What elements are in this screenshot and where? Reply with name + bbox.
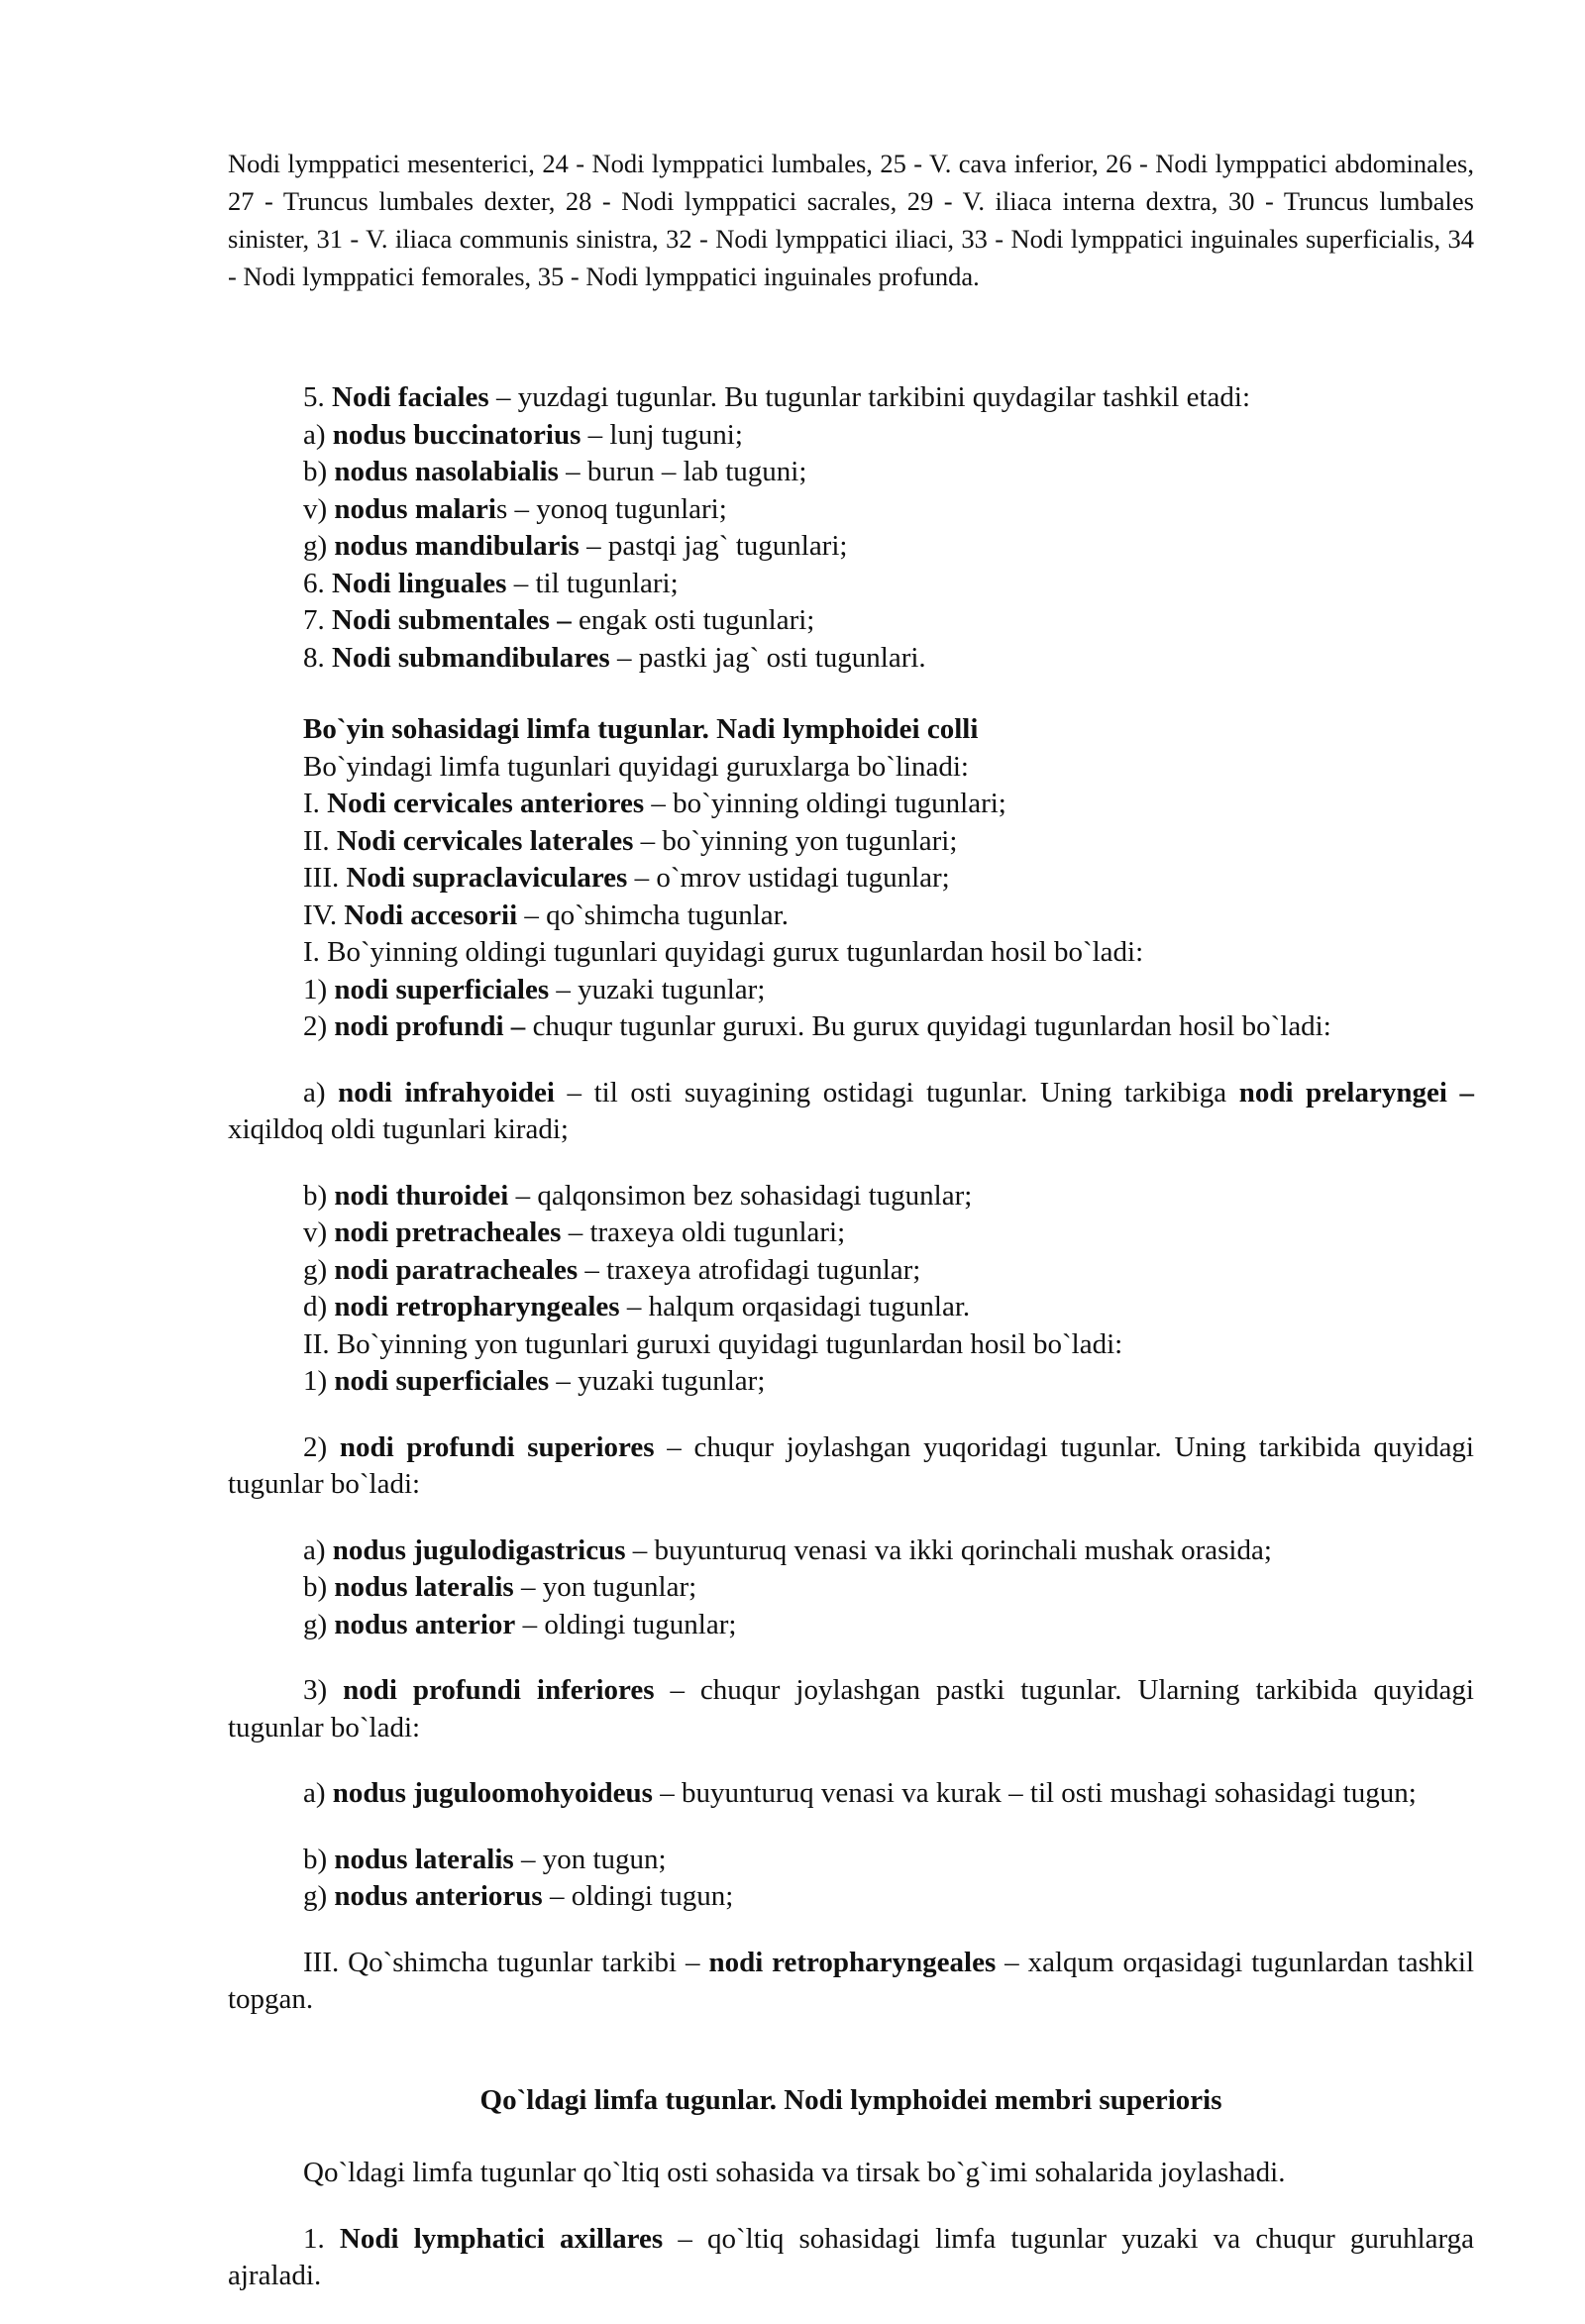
section-heading-arm: Qo`ldagi limfa tugunlar. Nodi lymphoidei membri superioris bbox=[479, 2083, 1222, 2116]
list-item: b) nodus lateralis – yon tugunlar; bbox=[303, 1571, 697, 1603]
list-item: 6. Nodi linguales – til tugunlari; bbox=[303, 567, 679, 599]
list-item: Bo`yindagi limfa tugunlari quyidagi guruxlarga bo`linadi: bbox=[303, 750, 969, 783]
list-item: III. Nodi supraclaviculares – o`mrov ustidagi tugunlar; bbox=[303, 862, 950, 894]
paragraph-profundi-inferiores: 3) nodi profundi inferiores – chuqur joylashgan pastki tugunlar. Ularning tarkibida quyidagi tugunlar bo`ladi: bbox=[228, 1674, 1474, 1743]
list-item: 1) nodi superficiales – yuzaki tugunlar; bbox=[303, 1365, 766, 1397]
list-item: v) nodi pretracheales – traxeya oldi tugunlari; bbox=[303, 1216, 846, 1248]
paragraph-axillary-nodes: 1. Nodi lymphatici axillares – qo`ltiq sohasidagi limfa tugunlar yuzaki va chuqur guruhlarga ajraladi. bbox=[228, 2222, 1475, 2291]
neck-nodes-list bbox=[228, 749, 1474, 2019]
facial-nodes-list bbox=[228, 379, 1474, 677]
list-item: 5. Nodi faciales – yuzdagi tugunlar. Bu tugunlar tarkibini quydagilar tashkil etadi: bbox=[303, 381, 1251, 413]
list-item: II. Bo`yinning yon tugunlari guruxi quyidagi tugunlardan hosil bo`ladi: bbox=[303, 1327, 1123, 1360]
list-item: a) nodus buccinatorius – lunj tuguni; bbox=[303, 418, 743, 451]
list-item: 8. Nodi submandibulares – pastki jag` osti tugunlari. bbox=[303, 641, 926, 674]
list-item: g) nodus anteriorus – oldingi tugun; bbox=[303, 1880, 734, 1912]
paragraph-juguloomohyoideus: a) nodus juguloomohyoideus – buyunturuq venasi va kurak – til osti mushagi sohasidagi tugun; bbox=[303, 1777, 1417, 1809]
list-item: g) nodi paratracheales – traxeya atrofidagi tugunlar; bbox=[303, 1253, 921, 1286]
list-item: I. Nodi cervicales anteriores – bo`yinning oldingi tugunlari; bbox=[303, 788, 1006, 819]
list-item: 1) nodi superficiales – yuzaki tugunlar; bbox=[303, 973, 766, 1005]
list-item: II. Nodi cervicales laterales – bo`yinning yon tugunlari; bbox=[303, 824, 958, 857]
list-item: b) nodi thuroidei – qalqonsimon bez sohasidagi tugunlar; bbox=[303, 1179, 973, 1212]
document-body bbox=[228, 379, 1474, 2324]
paragraph-profundi-superiores: 2) nodi profundi superiores – chuqur joylashgan yuqoridagi tugunlar. Uning tarkibida quyidagi tugunlar bo`ladi: bbox=[228, 1430, 1474, 1500]
list-item: b) nodus nasolabialis – burun – lab tuguni; bbox=[303, 456, 807, 487]
section-heading-neck: Bo`yin sohasidagi limfa tugunlar. Nadi lymphoidei colli bbox=[303, 713, 979, 745]
list-item: b) nodus lateralis – yon tugun; bbox=[303, 1843, 667, 1875]
paragraph-arm-intro: Qo`ldagi limfa tugunlar qo`ltiq osti sohasida va tirsak bo`g`imi sohalarida joylashadi. bbox=[303, 2157, 1286, 2188]
list-item: IV. Nodi accesorii – qo`shimcha tugunlar. bbox=[303, 898, 789, 931]
list-item: g) nodus mandibularis – pastqi jag` tugunlari; bbox=[303, 530, 848, 562]
list-item: g) nodus anterior – oldingi tugunlar; bbox=[303, 1608, 737, 1640]
paragraph-accessory-nodes: III. Qo`shimcha tugunlar tarkibi – nodi retropharyngeales – xalqum orqasidagi tugunlardan tashkil topgan. bbox=[228, 1946, 1474, 2015]
figure-caption-continuation: Nodi lymppatici mesenterici, 24 - Nodi lymppatici lumbales, 25 - V. cava inferior, 26 - Nodi lymppatici abdominales, 27 - Truncus lumbales dexter, 28 - Nodi lymppatici sacrales, 29 - V. iliaca interna dextra, 30 - Truncus lumbales sinister, 31 - V. iliaca communis sinistra, 32 - Nodi lymppatici iliaci, 33 - Nodi lymppatici inguinales superficialis, 34 - Nodi lymppatici femorales, 35 - Nodi lymppatici inguinales profunda. bbox=[228, 149, 1474, 291]
list-item: v) nodus malaris – yonoq tugunlari; bbox=[303, 492, 727, 525]
list-item: I. Bo`yinning oldingi tugunlari quyidagi gurux tugunlardan hosil bo`ladi: bbox=[303, 936, 1144, 968]
list-item: d) nodi retropharyngeales – halqum orqasidagi tugunlar. bbox=[303, 1291, 971, 1322]
list-item: 7. Nodi submentales – engak osti tugunlari; bbox=[303, 604, 815, 636]
list-item: a) nodus jugulodigastricus – buyunturuq venasi va ikki qorinchali mushak orasida; bbox=[303, 1533, 1272, 1566]
list-item: 2) nodi profundi – chuqur tugunlar guruxi. Bu gurux quyidagi tugunlardan hosil bo`ladi: bbox=[303, 1010, 1331, 1042]
paragraph-infrahyoid: a) nodi infrahyoidei – til osti suyagining ostidagi tugunlar. Uning tarkibiga nodi prelaryngei – xiqildoq oldi tugunlari kiradi; bbox=[228, 1076, 1474, 1145]
